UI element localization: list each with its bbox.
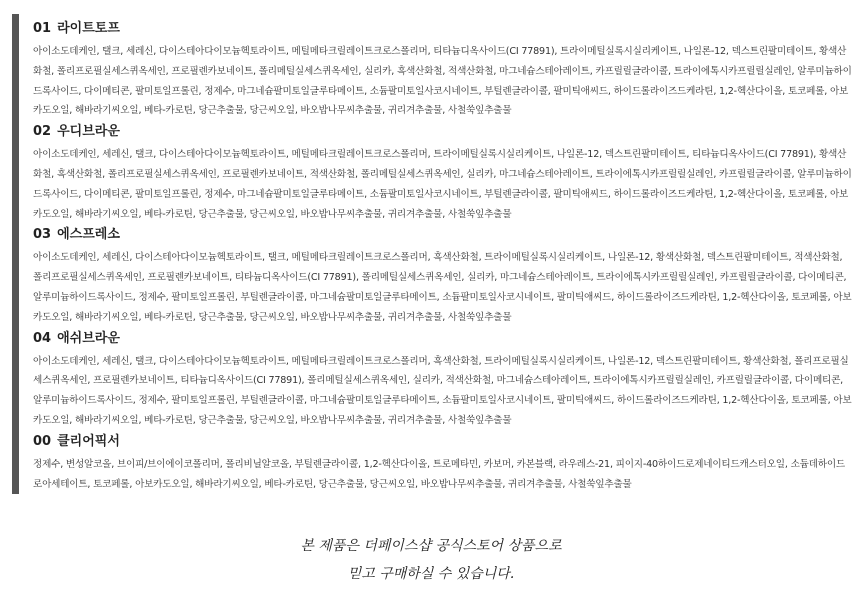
section-number: 00 xyxy=(33,433,52,449)
section-name: 에스프레소 xyxy=(57,227,120,243)
section-number: 01 xyxy=(33,21,52,36)
section-name: 애쉬브라운 xyxy=(57,330,120,346)
section-title xyxy=(33,433,852,451)
ingredient-list: 아이소도데케인, 탤크, 세레신, 다이스테아다이모늄헥토라이트, 메틸메타크릴레이트크로스폴리머, 티타늄디옥사이드(CI 77891), 트라이메틸실록시실리케이트, 나일론-12, 덱스트린팔미테이트, 황색산화철, 폴리프로필실세스퀴옥세인, 프로필렌카보네이트, 폴리메틸실세스퀴옥세인, 실리카, 흑색산화철, 적색산화철, 마그네슘스테아레이트, 카프릴릴글라이콜, 트라이에톡시카프릴릴실레인, 알루미늄하이드록사이드, 다이메티콘, 팔미토일프롤린, 정제수, 마그네슘팔미토일글루타메이트, 소듐팔미토일사코시네이트, 부틸렌글라이콜, 팔미틱애씨드, 하이드롤라이즈드케라틴, 1,2-헥산다이올, 토코페롤, 아보카도오일, 해바라기씨오일, 베타-카로틴, 당근추출물, 당근씨오일, 바오밥나무씨추출물, 귀리겨추출물, 사철쑥잎추출물 xyxy=(33,46,852,117)
section-title xyxy=(33,330,852,348)
official-store-notice xyxy=(0,532,862,588)
section-title xyxy=(33,20,852,38)
ingredient-list: 정제수, 변성알코올, 브이피/브이에이코폴리머, 폴리비닐알코올, 부틸렌글라이콜, 1,2-헥산다이올, 트로메타민, 카보머, 카본블랙, 라우레스-21, 피이지-40하이드로제네이티드캐스터오일, 소듐데하이드로아세테이트, 토코페롤, 아보카도오일, 해바라기씨오일, 베타-카로틴, 당근추출물, 당근씨오일, 바오밥나무씨추출물, 귀리겨추출물, 사철쑥잎추출물 xyxy=(33,458,845,490)
ingredient-section-lighttaupe xyxy=(33,20,852,121)
ingredient-list: 아이소도데케인, 세레신, 다이스테아다이모늄헥토라이트, 탤크, 메틸메타크릴레이트크로스폴리머, 흑색산화철, 트라이메틸실록시실리케이트, 나일론-12, 황색산화철, 덱스트린팔미테이트, 적색산화철, 폴리프로필실세스퀴옥세인, 프로필렌카보네이트, 티타늄디옥사이드(CI 77891), 폴리메틸실세스퀴옥세인, 실리카, 마그네슘스테아레이트, 트라이에톡시카프릴릴실레인, 카프릴릴글라이콜, 다이메티콘, 알루미늄하이드록사이드, 정제수, 팔미토일프롤린, 부틸렌글라이콜, 마그네슘팔미토일글루타메이트, 소듐팔미토일사코시네이트, 팔미틱애씨드, 하이드롤라이즈드케라틴, 1,2-헥산다이올, 토코페롤, 아보카도오일, 해바라기씨오일, 베타-카로틴, 당근추출물, 당근씨오일, 바오밥나무씨추출물, 귀리겨추출물, 사철쑥잎추출물 xyxy=(33,252,852,323)
notice-line-2: 믿고 구매하실 수 있습니다. xyxy=(347,566,515,582)
section-number: 04 xyxy=(33,330,52,346)
section-title xyxy=(33,123,852,141)
section-name: 우디브라운 xyxy=(57,124,120,140)
section-number: 03 xyxy=(33,227,52,243)
section-name: 클리어픽서 xyxy=(57,433,120,449)
ingredient-section-clearfixer xyxy=(33,433,852,495)
ingredients-panel xyxy=(12,14,852,494)
section-number: 02 xyxy=(33,124,52,140)
section-name: 라이트토프 xyxy=(57,21,120,36)
ingredient-list: 아이소도데케인, 세레신, 탤크, 다이스테아다이모늄헥토라이트, 메틸메타크릴레이트크로스폴리머, 트라이메틸실록시실리케이트, 나일론-12, 덱스트린팔미테이트, 티타늄디옥사이드(CI 77891), 황색산화철, 흑색산화철, 폴리프로필실세스퀴옥세인, 프로필렌카보네이트, 적색산화철, 폴리메틸실세스퀴옥세인, 실리카, 마그네슘스테아레이트, 트라이에톡시카프릴릴실레인, 카프릴릴글라이콜, 알루미늄하이드록사이드, 다이메티콘, 팔미토일프롤린, 정제수, 마그네슘팔미토일글루타메이트, 소듐팔미토일사코시네이트, 부틸렌글라이콜, 팔미틱애씨드, 하이드롤라이즈드케라틴, 1,2-헥산다이올, 토코페롤, 아보카도오일, 해바라기씨오일, 베타-카로틴, 당근추출물, 당근씨오일, 바오밥나무씨추출물, 귀리겨추출물, 사철쑥잎추출물 xyxy=(33,149,852,220)
section-title xyxy=(33,226,852,244)
ingredient-section-woodybrown xyxy=(33,123,852,224)
ingredient-list: 아이소도데케인, 세레신, 탤크, 다이스테아다이모늄헥토라이트, 메틸메타크릴레이트크로스폴리머, 흑색산화철, 트라이메틸실록시실리케이트, 나일론-12, 덱스트린팔미테이트, 황색산화철, 폴리프로필실세스퀴옥세인, 프로필렌카보네이트, 티타늄디옥사이드(CI 77891), 폴리메틸실세스퀴옥세인, 실리카, 적색산화철, 마그네슘스테아레이트, 트라이에톡시카프릴릴실레인, 카프릴릴글라이콜, 다이메티콘, 알루미늄하이드록사이드, 정제수, 팔미토일프롤린, 부틸렌글라이콜, 마그네슘팔미토일글루타메이트, 소듐팔미토일사코시네이트, 팔미틱애씨드, 하이드롤라이즈드케라틴, 1,2-헥산다이올, 토코페롤, 아보카도오일, 해바라기씨오일, 베타-카로틴, 당근추출물, 당근씨오일, 바오밥나무씨추출물, 귀리겨추출물, 사철쑥잎추출물 xyxy=(33,355,852,426)
ingredient-section-ashbrown xyxy=(33,330,852,431)
ingredient-section-espresso xyxy=(33,226,852,327)
notice-line-1: 본 제품은 더페이스샵 공식스토어 상품으로 xyxy=(300,538,562,554)
